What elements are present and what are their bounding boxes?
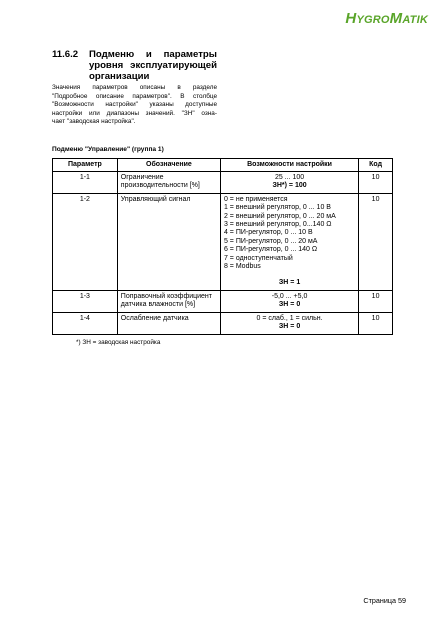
parameters-table (52, 158, 393, 335)
param-cell: 1-4 (53, 312, 118, 334)
intro-paragraph: Значения параметров описаны в разделе "Подробное описание параметров". В столбце "Возможности настройки" указаны доступные настройки или диапазоны значений. "ЗН" озна- чает "заводская настройка". (52, 84, 217, 126)
section-number: 11.6.2 (52, 49, 79, 60)
param-cell: 1-3 (53, 290, 118, 312)
table-row (53, 193, 393, 290)
param-cell: 1-2 (53, 193, 118, 290)
section-title: Подменю и параметры уровня эксплуатирующей организации (89, 49, 217, 82)
table-row (53, 172, 393, 194)
footnote: *) ЗН = заводская настройка (76, 339, 161, 346)
options-cell: 25 ... 100 ЗН*) = 100 (220, 172, 358, 194)
options-cell: 0 = не применяется 1 = внешний регулятор, 0 ... 10 В 2 = внешний регулятор, 0 ... 20 мА 3 = внешний регулятор, 0...140 Ω 4 = ПИ-регулятор, 0 ... 10 В 5 = ПИ-регулятор, 0 ... 20 мА 6 = ПИ-регулятор, 0 ... 140 Ω 7 = одноступенчатый 8 = Modbus ЗН = 1 (220, 193, 358, 290)
code-cell: 10 (359, 290, 393, 312)
code-cell: 10 (359, 193, 393, 290)
factory-default: ЗН = 1 (278, 279, 301, 287)
table-row (53, 312, 393, 334)
header-code: Код (359, 159, 393, 172)
header-param: Параметр (53, 159, 118, 172)
desc-cell: Ограничение производительности [%] (117, 172, 220, 194)
desc-cell: Ослабление датчика (117, 312, 220, 334)
options-cell: -5,0 ... +5,0 ЗН = 0 (220, 290, 358, 312)
table-header-row (53, 159, 393, 172)
factory-default: ЗН = 0 (278, 301, 301, 309)
factory-default: ЗН = 0 (278, 323, 301, 331)
table-row (53, 290, 393, 312)
code-cell: 10 (359, 172, 393, 194)
param-cell: 1-1 (53, 172, 118, 194)
header-options: Возможности настройки (220, 159, 358, 172)
options-cell: 0 = слаб., 1 = сильн. ЗН = 0 (220, 312, 358, 334)
header-designation: Обозначение (117, 159, 220, 172)
code-cell: 10 (359, 312, 393, 334)
section-heading (52, 49, 217, 82)
hygromatik-logo: HYGROMATIK (345, 10, 428, 27)
table-caption: Подменю "Управление" (группа 1) (52, 146, 164, 153)
page-number: Страница 59 (363, 596, 406, 605)
desc-cell: Поправочный коэффициент датчика влажности [%] (117, 290, 220, 312)
desc-cell: Управляющий сигнал (117, 193, 220, 290)
factory-default: ЗН*) = 100 (272, 182, 307, 190)
